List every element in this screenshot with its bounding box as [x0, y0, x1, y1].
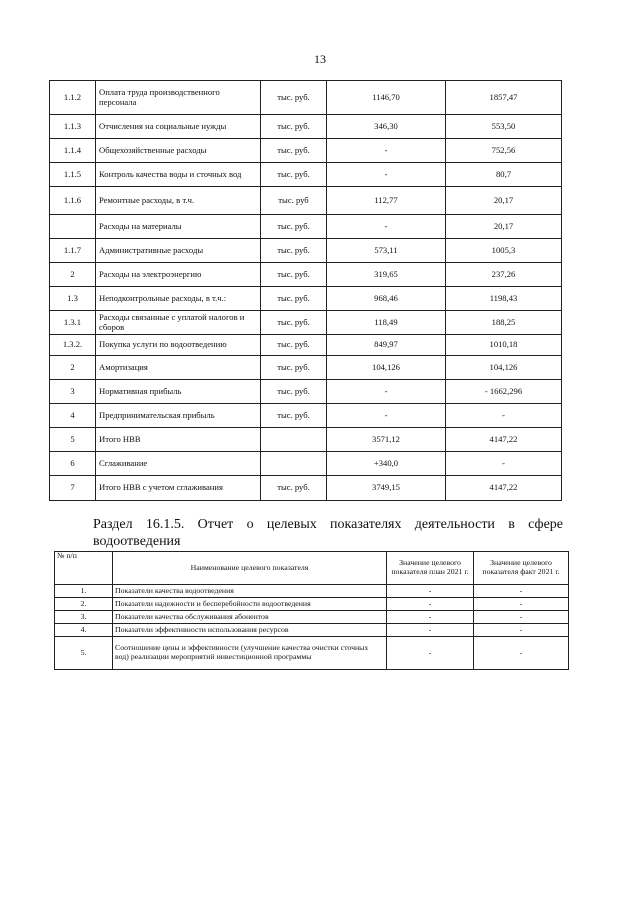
row-name: Итого НВВ — [96, 428, 261, 452]
row-unit: тыс. руб. — [261, 163, 327, 187]
row-fact-value: 104,126 — [446, 356, 562, 380]
row-number: 4 — [50, 404, 96, 428]
row-plan-value: 3749,15 — [327, 476, 446, 501]
table-row — [55, 624, 569, 637]
row-number: 2 — [50, 263, 96, 287]
row-fact-value: 4147,22 — [446, 476, 562, 501]
row-fact-value: 1010,18 — [446, 335, 562, 356]
table-row — [50, 215, 562, 239]
row-number: 5 — [50, 428, 96, 452]
row-fact-value: 553,50 — [446, 115, 562, 139]
row-number: 4. — [55, 624, 113, 637]
row-unit: тыс. руб. — [261, 239, 327, 263]
section-title-continued: водоотведения — [93, 534, 181, 549]
table-row — [50, 115, 562, 139]
table-row — [50, 452, 562, 476]
target-indicators-table — [54, 551, 569, 670]
row-plan-value: 319,65 — [327, 263, 446, 287]
row-fact-value: 20,17 — [446, 187, 562, 215]
row-unit: тыс. руб. — [261, 335, 327, 356]
row-name: Показатели надежности и бесперебойности водоотведения — [113, 598, 387, 611]
row-unit: тыс. руб. — [261, 311, 327, 335]
table-row — [50, 380, 562, 404]
row-number: 1.1.3 — [50, 115, 96, 139]
row-plan-value: - — [327, 215, 446, 239]
row-name: Контроль качества воды и сточных вод — [96, 163, 261, 187]
row-number: 1.1.6 — [50, 187, 96, 215]
page-number: 13 — [314, 52, 326, 66]
row-name: Административные расходы — [96, 239, 261, 263]
row-plan-value: 3571,12 — [327, 428, 446, 452]
row-fact-value: - — [446, 404, 562, 428]
row-number: 3 — [50, 380, 96, 404]
header-plan: Значение целевого показателя план 2021 г. — [387, 552, 474, 585]
row-plan-value: 573,11 — [327, 239, 446, 263]
row-name: Показатели эффективности использования ресурсов — [113, 624, 387, 637]
row-name: Отчисления на социальные нужды — [96, 115, 261, 139]
row-unit: тыс. руб. — [261, 287, 327, 311]
table-row — [55, 637, 569, 670]
table-row — [50, 311, 562, 335]
row-plan-value: - — [327, 404, 446, 428]
table-row — [50, 356, 562, 380]
row-plan-value: 1146,70 — [327, 81, 446, 115]
row-name: Расходы на материалы — [96, 215, 261, 239]
row-fact-value: - — [474, 624, 569, 637]
row-number: 1.3.2. — [50, 335, 96, 356]
row-name: Предпринимательская прибыль — [96, 404, 261, 428]
row-plan-value: - — [387, 624, 474, 637]
row-unit: тыс. руб. — [261, 404, 327, 428]
row-unit: тыс. руб. — [261, 115, 327, 139]
table-row — [50, 139, 562, 163]
row-number: 7 — [50, 476, 96, 501]
row-plan-value: 849,97 — [327, 335, 446, 356]
row-number: 1.1.4 — [50, 139, 96, 163]
row-number: 1.3.1 — [50, 311, 96, 335]
row-name: Показатели качества обслуживания абонентов — [113, 611, 387, 624]
row-unit: тыс. руб. — [261, 263, 327, 287]
row-number: 5. — [55, 637, 113, 670]
table-row — [50, 287, 562, 311]
row-number: 2 — [50, 356, 96, 380]
row-unit: тыс. руб. — [261, 81, 327, 115]
table-row — [50, 239, 562, 263]
row-name: Показатели качества водоотведения — [113, 585, 387, 598]
row-number: 1. — [55, 585, 113, 598]
row-fact-value: 20,17 — [446, 215, 562, 239]
row-plan-value: 112,77 — [327, 187, 446, 215]
row-name: Оплата труда производственного персонала — [96, 81, 261, 115]
table-row — [50, 163, 562, 187]
table-row — [50, 263, 562, 287]
row-fact-value: 1857,47 — [446, 81, 562, 115]
row-fact-value: 752,56 — [446, 139, 562, 163]
row-fact-value: 237,26 — [446, 263, 562, 287]
table-row — [50, 428, 562, 452]
row-name: Сглаживание — [96, 452, 261, 476]
table-row — [50, 187, 562, 215]
row-number: 1.3 — [50, 287, 96, 311]
row-name: Соотношение цены и эффективности (улучшение качества очистки сточных вод) реализации мероприятий инвестиционной программы — [113, 637, 387, 670]
costs-table — [49, 80, 562, 501]
row-name: Общехозяйственные расходы — [96, 139, 261, 163]
header-name: Наименование целевого показателя — [113, 552, 387, 585]
row-unit: тыс. руб — [261, 187, 327, 215]
row-name: Расходы на электроэнергию — [96, 263, 261, 287]
table-row — [50, 404, 562, 428]
row-unit: тыс. руб. — [261, 356, 327, 380]
row-name: Покупка услуги по водоотведению — [96, 335, 261, 356]
row-fact-value: - — [474, 585, 569, 598]
row-fact-value: - 1662,296 — [446, 380, 562, 404]
row-plan-value: - — [387, 585, 474, 598]
table-row — [55, 598, 569, 611]
row-fact-value: 1005,3 — [446, 239, 562, 263]
row-unit — [261, 428, 327, 452]
row-number: 3. — [55, 611, 113, 624]
row-unit: тыс. руб. — [261, 215, 327, 239]
row-fact-value: 1198,43 — [446, 287, 562, 311]
table-row — [50, 81, 562, 115]
row-number: 1.1.7 — [50, 239, 96, 263]
row-unit — [261, 452, 327, 476]
row-name: Неподконтрольные расходы, в т.ч.: — [96, 287, 261, 311]
header-num: № п/п — [55, 552, 113, 585]
row-plan-value: 346,30 — [327, 115, 446, 139]
row-number: 6 — [50, 452, 96, 476]
row-number: 1.1.5 — [50, 163, 96, 187]
row-unit: тыс. руб. — [261, 476, 327, 501]
row-number — [50, 215, 96, 239]
row-plan-value: - — [327, 139, 446, 163]
row-plan-value: 968,46 — [327, 287, 446, 311]
table-header-row — [55, 552, 569, 585]
header-fact: Значение целевого показателя факт 2021 г. — [474, 552, 569, 585]
row-unit: тыс. руб. — [261, 380, 327, 404]
row-unit: тыс. руб. — [261, 139, 327, 163]
row-plan-value: 118,49 — [327, 311, 446, 335]
row-number: 2. — [55, 598, 113, 611]
row-fact-value: - — [474, 598, 569, 611]
row-name: Нормативная прибыль — [96, 380, 261, 404]
row-name: Расходы связанные с уплатой налогов и сборов — [96, 311, 261, 335]
row-plan-value: 104,126 — [327, 356, 446, 380]
row-name: Итого НВВ с учетом сглаживания — [96, 476, 261, 501]
row-plan-value: - — [387, 598, 474, 611]
row-fact-value: 80,7 — [446, 163, 562, 187]
row-name: Ремонтные расходы, в т.ч. — [96, 187, 261, 215]
row-number: 1.1.2 — [50, 81, 96, 115]
table-row — [50, 476, 562, 501]
table-row — [55, 611, 569, 624]
row-plan-value: - — [327, 163, 446, 187]
section-title: Раздел 16.1.5. Отчет о целевых показателях деятельности в сфере — [93, 517, 563, 532]
row-plan-value: - — [387, 637, 474, 670]
row-fact-value: - — [474, 637, 569, 670]
row-plan-value: +340,0 — [327, 452, 446, 476]
row-fact-value: - — [474, 611, 569, 624]
row-fact-value: - — [446, 452, 562, 476]
row-plan-value: - — [387, 611, 474, 624]
row-fact-value: 188,25 — [446, 311, 562, 335]
row-fact-value: 4147,22 — [446, 428, 562, 452]
table-row — [50, 335, 562, 356]
table-row — [55, 585, 569, 598]
row-name: Амортизация — [96, 356, 261, 380]
row-plan-value: - — [327, 380, 446, 404]
